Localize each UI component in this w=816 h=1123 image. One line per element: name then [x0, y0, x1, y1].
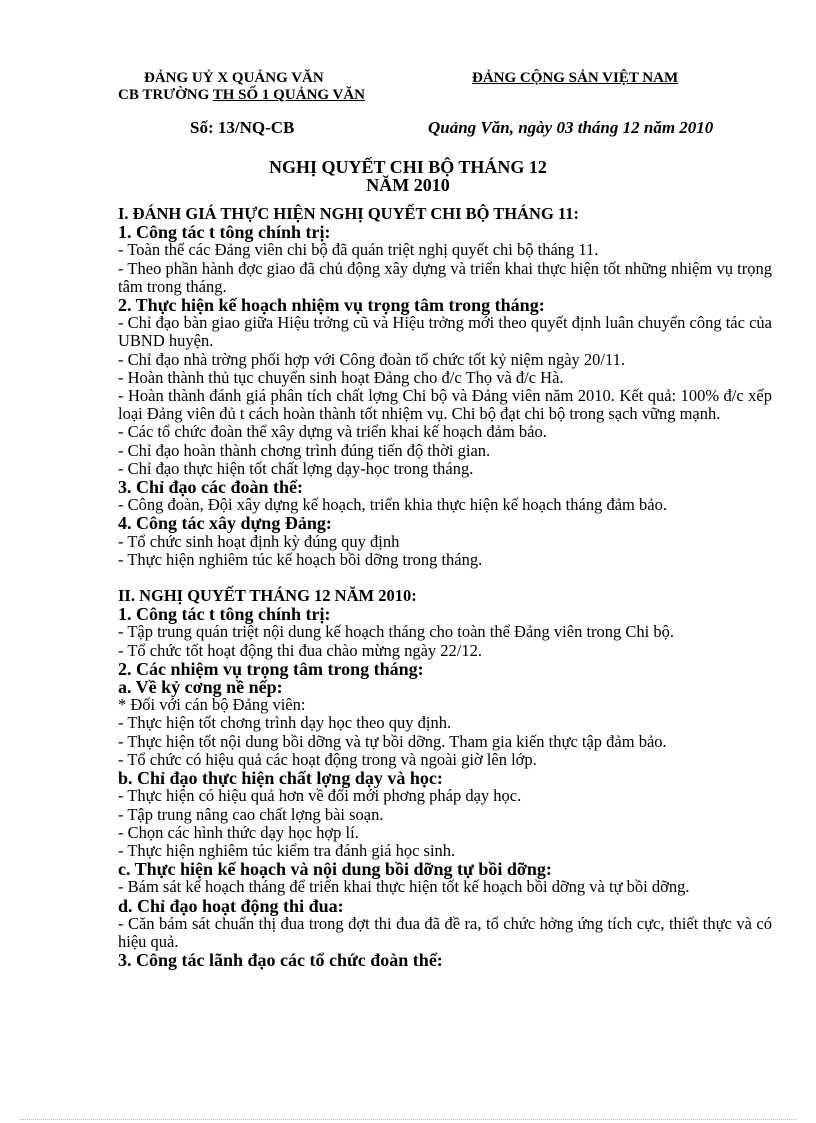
body-line: - Tổ chức tốt hoạt động thi đua chào mừng ngày 22/12. — [118, 640, 483, 660]
body-line: - Các tổ chức đoàn thể xây dựng và triển khai kế hoạch đảm bảo. — [118, 422, 547, 442]
body-line: - Toàn thể các Đảng viên chi bộ đã quán triệt nghị quyết chi bộ tháng 11. — [118, 240, 599, 260]
party-cell-prefix: CB TRƯỜNG — [118, 87, 213, 103]
body-line: - Công đoàn, Đội xây dựng kế hoạch, triển khia thực hiện kế hoạch tháng đảm bảo. — [118, 495, 667, 515]
body-line: - Thực hiện nghiêm túc kế hoạch bồi dỡng trong tháng. — [118, 549, 483, 569]
body-line: - Chỉ đạo hoàn thành chơng trình đúng tiến độ thời gian. — [118, 440, 491, 460]
date-line: Quảng Văn, ngày 03 tháng 12 năm 2010 — [428, 118, 714, 137]
body-line: * Đối với cán bộ Đảng viên: — [118, 695, 306, 715]
school-name: TH SỐ 1 QUẢNG VĂN — [212, 87, 365, 103]
page-bottom-rule — [20, 1119, 796, 1120]
body-line: - Thực hiện tốt chơng trình dạy học theo quy định. — [118, 713, 452, 733]
body-line: - Tập trung nâng cao chất lợng bài soạn. — [118, 804, 384, 824]
party-cell-name — [118, 87, 365, 104]
subsection-heading: 2. Thực hiện kế hoạch nhiệm vụ trọng tâm trong tháng: — [118, 295, 545, 316]
body-line: - Tổ chức có hiệu quả các hoạt động trong và ngoài giờ lên lớp. — [118, 749, 537, 769]
subsection-heading: 1. Công tác t tông chính trị: — [118, 604, 331, 625]
body-line: - Chỉ đạo bàn giao giữa Hiệu trởng cũ và Hiệu trởng mới theo quyết định luân chuyển công tác của UBND huyện. — [118, 313, 772, 351]
body-line: - Chỉ đạo thực hiện tốt chất lợng dạy-học trong tháng. — [118, 458, 474, 478]
spacer — [118, 569, 772, 587]
body-line: - Thực hiện tốt nội dung bồi dỡng và tự bồi dỡng. Tham gia kiến thực tập đảm bảo. — [118, 731, 667, 751]
subsection-heading: c. Thực hiện kế hoạch và nội dung bồi dỡng tự bồi dỡng: — [118, 859, 552, 880]
body-line: - Chọn các hình thức dạy học hợp lí. — [118, 822, 359, 842]
subsection-heading: a. Về kỷ cơng nề nếp: — [118, 677, 283, 698]
section-heading: I. ĐÁNH GIÁ THỰC HIỆN NGHỊ QUYẾT CHI BỘ THÁNG 11: — [118, 204, 580, 223]
subsection-heading: 3. Chỉ đạo các đoàn thể: — [118, 477, 304, 498]
body-line: - Thực hiện có hiệu quả hơn về đổi mới phơng pháp dạy học. — [118, 786, 522, 806]
party-committee-header — [118, 70, 365, 104]
party-committee-name: ĐẢNG UỶ X QUẢNG VĂN — [144, 70, 324, 86]
body-line: - Theo phần hành đợc giao đã chủ động xây dựng và triển khai thực hiện tốt những nhiệm vụ trọng tâm trong tháng. — [118, 258, 772, 296]
subsection-heading: 1. Công tác t tông chính trị: — [118, 222, 331, 243]
subsection-heading: 2. Các nhiệm vụ trọng tâm trong tháng: — [118, 658, 424, 679]
body-line: - Căn bám sát chuẩn thị đua trong đợt thi đua đã đề ra, tổ chức hởng ứng tích cực, thiết thực và có hiệu quả. — [118, 913, 772, 951]
section-heading: II. NGHỊ QUYẾT THÁNG 12 NĂM 2010: — [118, 586, 417, 606]
document-title: NGHỊ QUYẾT CHI BỘ THÁNG 12 — [269, 157, 547, 177]
body-line: - Bám sát kế hoạch tháng để triển khai thực hiện tốt kế hoạch bồi dỡng và tự bồi dỡng. — [118, 877, 690, 897]
subsection-heading: 4. Công tác xây dựng Đảng: — [118, 513, 332, 534]
body-line: - Thực hiện nghiêm túc kiểm tra đánh giá học sinh. — [118, 840, 456, 860]
subsection-heading: b. Chỉ đạo thực hiện chất lợng dạy và học: — [118, 768, 443, 789]
subsection-heading: 3. Công tác lãnh đạo các tổ chức đoàn thể: — [118, 950, 443, 971]
document-body — [118, 205, 772, 969]
subsection-heading: d. Chỉ đạo hoạt động thi đua: — [118, 895, 344, 916]
party-name-header: ĐẢNG CỘNG SẢN VIỆT NAM — [472, 70, 679, 86]
body-line: - Tổ chức sinh hoạt định kỳ đúng quy định — [118, 531, 400, 551]
document-title-year: NĂM 2010 — [366, 175, 450, 195]
body-line: - Hoàn thành thủ tục chuyển sinh hoạt Đảng cho đ/c Thọ và đ/c Hà. — [118, 367, 564, 387]
body-line: - Tập trung quán triệt nội dung kế hoạch tháng cho toàn thể Đảng viên trong Chi bộ. — [118, 622, 674, 642]
body-line: - Chỉ đạo nhà trờng phối hợp với Công đoàn tổ chức tốt kỷ niệm ngày 20/11. — [118, 349, 625, 369]
document-number: Số: 13/NQ-CB — [190, 118, 295, 137]
body-line: - Hoàn thành đánh giá phân tích chất lợng Chi bộ và Đảng viên năm 2010. Kết quả: 100% đ/c xếp loại Đảng viên đủ t cách hoàn thành tốt nhiệm vụ. Chi bộ đạt chi bộ trong sạch vững mạnh. — [118, 386, 772, 424]
